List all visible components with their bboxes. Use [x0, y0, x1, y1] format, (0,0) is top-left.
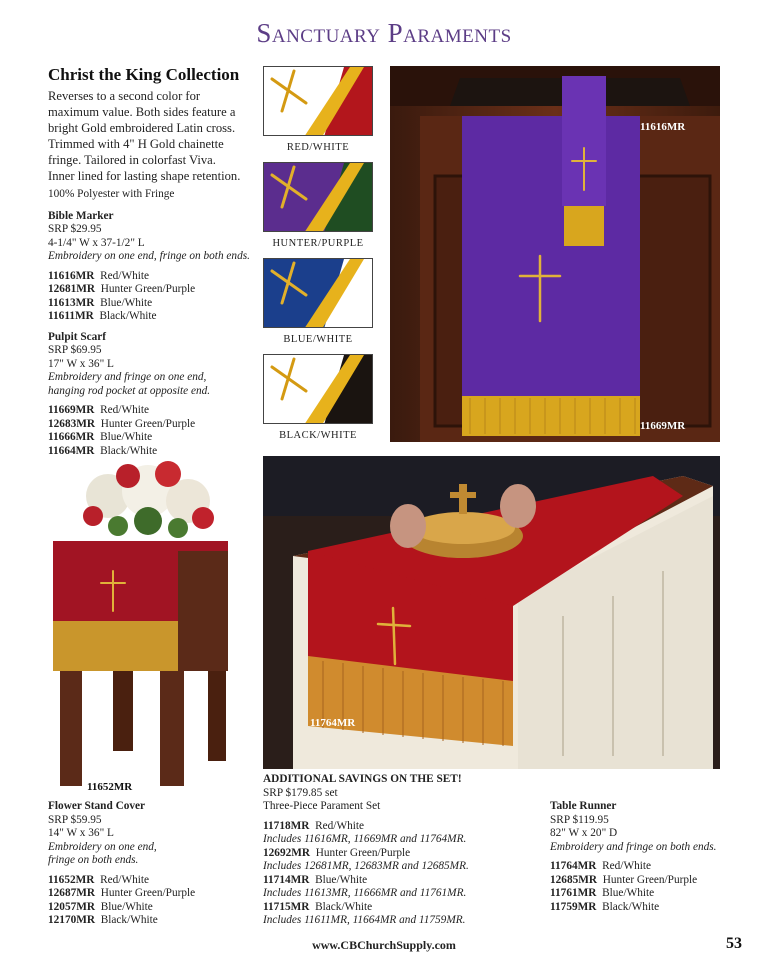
item-sku: 11718MR: [263, 819, 310, 832]
item-color: Red/White: [602, 860, 652, 872]
item-color: Red/White: [315, 819, 365, 832]
item-color: Blue/White: [100, 296, 153, 309]
bible-marker-block: [48, 210, 260, 324]
item-color: Black/White: [100, 914, 158, 926]
set-includes: Includes 11611MR, 11664MR and 11759MR.: [263, 914, 466, 926]
item-sku: 11666MR: [48, 431, 95, 443]
item-sku: 11664MR: [48, 444, 95, 457]
list-item: [263, 847, 533, 861]
collection-description: [48, 88, 260, 184]
description-line: Inner lined for lasting shape retention.: [48, 169, 241, 183]
item-color: Blue/White: [100, 900, 153, 913]
description-line: maximum value. Both sides feature a: [48, 105, 236, 119]
item-sku: 12692MR: [263, 846, 311, 859]
item-color: Blue/White: [602, 887, 655, 899]
page-number: 53: [726, 935, 742, 952]
item-color: Red/White: [100, 269, 150, 282]
table-runner-size: 82" W x 20" D: [550, 827, 618, 839]
item-sku: 12057MR: [48, 900, 96, 913]
pulpit-scarf-note: hanging rod pocket at opposite end.: [48, 384, 211, 397]
list-item: [550, 874, 740, 888]
material-note: 100% Polyester with Fringe: [48, 188, 175, 200]
item-color: Hunter Green/Purple: [602, 873, 698, 886]
list-item: [263, 874, 533, 888]
description-line: bright Gold embroidered Latin cross.: [48, 121, 236, 135]
swatch-blue-white: [263, 258, 373, 328]
flower-stand-photo-label: 11652MR: [87, 781, 133, 793]
description-line: Trimmed with 4" H Gold chainette: [48, 137, 224, 151]
item-color: Hunter Green/Purple: [100, 283, 196, 295]
swatch-label: BLACK/WHITE: [279, 430, 357, 441]
set-srp: SRP $179.85 set: [263, 786, 338, 799]
item-sku: 12685MR: [550, 873, 598, 886]
item-sku: 11761MR: [550, 887, 597, 899]
pulpit-scarf-note: Embroidery and fringe on one end,: [48, 371, 207, 383]
flower-stand-srp: SRP $59.95: [48, 813, 102, 826]
footer-url: www.CBChurchSupply.com: [312, 938, 456, 952]
list-item: [48, 283, 260, 297]
item-color: Blue/White: [315, 873, 368, 886]
item-color: Hunter Green/Purple: [315, 846, 411, 859]
runner-photo-label: 11764MR: [310, 717, 356, 729]
list-item: [48, 418, 260, 432]
set-includes: Includes 11616MR, 11669MR and 11764MR.: [263, 833, 467, 845]
list-item: [48, 901, 258, 915]
pulpit-scarf-size: 17" W x 36" L: [48, 357, 114, 370]
collection-block: [48, 65, 260, 458]
pulpit-scarf-block: [48, 331, 260, 459]
bible-marker-heading: Bible Marker: [48, 209, 114, 222]
page-title: Sanctuary Paraments: [256, 18, 512, 48]
description-line: Reverses to a second color for: [48, 89, 201, 103]
flower-stand-size: 14" W x 36" L: [48, 827, 114, 839]
list-item: [48, 297, 260, 311]
item-color: Red/White: [100, 873, 150, 886]
list-item: [48, 874, 258, 888]
set-heading: ADDITIONAL SAVINGS ON THE SET!: [263, 773, 462, 785]
item-color: Red/White: [100, 404, 150, 416]
item-color: Black/White: [100, 444, 158, 457]
item-color: Black/White: [315, 900, 373, 913]
marker-photo-label: 11616MR: [640, 121, 686, 133]
item-sku: 11759MR: [550, 900, 597, 913]
list-item: [48, 404, 260, 418]
swatch-black-white: [263, 354, 373, 424]
set-includes: Includes 11613MR, 11666MR and 11761MR.: [263, 887, 467, 899]
list-item: [48, 914, 258, 928]
item-sku: 11613MR: [48, 296, 95, 309]
table-runner-note: Embroidery and fringe on both ends.: [550, 840, 717, 853]
item-sku: 12681MR: [48, 283, 96, 295]
collection-title: Christ the King Collection: [48, 65, 240, 84]
list-item: [48, 887, 258, 901]
flower-stand-cover-block: [48, 800, 258, 928]
item-sku: 12170MR: [48, 914, 96, 926]
pulpit-scarf-srp: SRP $69.95: [48, 344, 102, 356]
flower-stand-photo: [48, 456, 238, 786]
pulpit-scarf-heading: Pulpit Scarf: [48, 330, 107, 343]
list-item: [48, 270, 260, 284]
item-color: Hunter Green/Purple: [100, 887, 196, 899]
table-runner-block: [550, 800, 740, 914]
item-sku: 11764MR: [550, 860, 597, 872]
set-name: Three-Piece Parament Set: [263, 800, 381, 812]
list-item: [263, 901, 533, 915]
item-sku: 11715MR: [263, 900, 310, 913]
swatch-red-white: [263, 66, 373, 136]
item-color: Black/White: [602, 900, 660, 913]
item-color: Hunter Green/Purple: [100, 417, 196, 430]
item-sku: 11652MR: [48, 873, 95, 886]
bible-marker-note: Embroidery on one end, fringe on both ends.: [48, 250, 250, 262]
table-runner-heading: Table Runner: [550, 800, 617, 812]
set-includes: Includes 12681MR, 12683MR and 12685MR.: [263, 860, 469, 872]
list-item: [48, 310, 260, 324]
description-line: fringe. Tailored in colorfast Viva.: [48, 153, 216, 167]
flower-stand-note: Embroidery on one end,: [48, 840, 157, 853]
swatch-label: RED/WHITE: [286, 142, 350, 153]
list-item: [263, 820, 533, 834]
list-item: [550, 901, 740, 915]
item-sku: 12687MR: [48, 887, 96, 899]
set-block: [263, 773, 533, 928]
list-item: [48, 431, 260, 445]
item-sku: 11611MR: [48, 310, 94, 322]
item-sku: 12683MR: [48, 417, 96, 430]
list-item: [550, 887, 740, 901]
item-sku: 11714MR: [263, 873, 310, 886]
swatch-label: HUNTER/PURPLE: [272, 238, 364, 249]
item-color: Black/White: [99, 310, 157, 322]
swatch-hunter-purple: [263, 162, 373, 232]
flower-stand-heading: Flower Stand Cover: [48, 800, 146, 812]
flower-stand-note: fringe on both ends.: [48, 854, 139, 866]
bible-marker-size: 4-1/4" W x 37-1/2" L: [48, 236, 145, 249]
swatch-label: BLUE/WHITE: [283, 334, 353, 345]
item-sku: 11669MR: [48, 404, 95, 416]
item-color: Blue/White: [100, 431, 153, 443]
item-sku: 11616MR: [48, 269, 95, 282]
scarf-photo-label: 11669MR: [640, 420, 686, 432]
table-runner-srp: SRP $119.95: [550, 813, 609, 826]
list-item: [550, 860, 740, 874]
bible-marker-srp: SRP $29.95: [48, 223, 102, 235]
